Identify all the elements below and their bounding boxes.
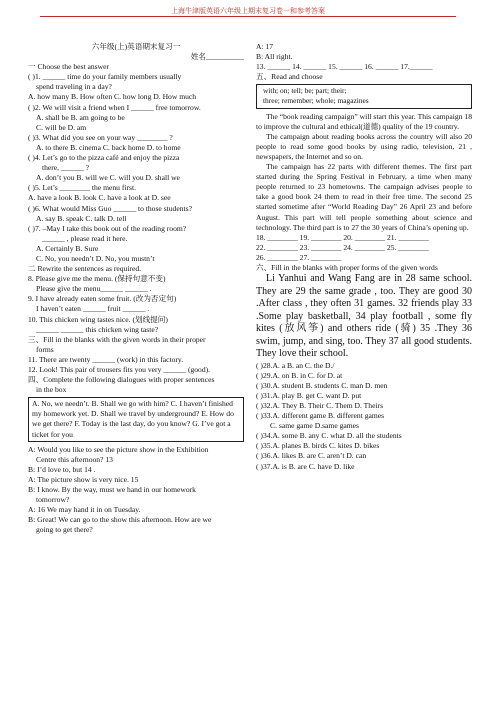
question-line: ( )35.A. planes B. birds C. kites D. bikes xyxy=(256,441,380,451)
question-line: 10. This chicken wing tastes nice. (划线提问) xyxy=(28,314,168,324)
question-line: A: Would you like to see the picture show in the Exhibition xyxy=(28,444,209,454)
question-line: B: Great! We can go to the show this afternoon. How are we xyxy=(28,515,212,525)
question-line: A. Certainly B. Sure xyxy=(36,243,99,253)
question-line: A. say B. speak C. talk D. tell xyxy=(36,213,127,223)
question-line: ( )6. What would Miss Guo ______ to those students? xyxy=(28,203,192,213)
question-line: ______ , please read it here. xyxy=(42,233,128,243)
question-line: ( )7. –May I take this book out of the reading room? xyxy=(28,223,187,233)
question-line: ( )36.A. likes B. are C. aren’t D. can xyxy=(256,451,367,461)
question-line: ( )31.A. play B. get C. want D. put xyxy=(256,390,362,400)
question-line: 四、Complete the following dialogues with proper sentences xyxy=(28,375,215,385)
question-line: 11. There are twenty ______ (work) in this factory. xyxy=(28,354,184,364)
question-line: C. same game D.same games xyxy=(270,421,359,431)
question-line: A: 17 xyxy=(256,42,274,51)
question-line: A. how many B. How often C. how long D. How much xyxy=(28,92,197,102)
question-line: 六年级(上)英语期末复习一 xyxy=(91,42,181,51)
question-line: ( )30.A. student B. students C. man D. men xyxy=(256,380,388,390)
question-line: ( )29.A. on B. in C. for D. at xyxy=(256,370,343,380)
cloze-passage: Li Yanhui and Wang Fang are in 28 same school. They are 29 the same grade , too. They are good 30 .After class , they often 31 games. 32 friends play 33 .Some play basketball, 34 play football , some fly kites (放风筝) and others ride (骑) 35 .They 36 swim, jump, and sing, too. They 37 all good students. They love their school. xyxy=(256,273,472,360)
right-column xyxy=(256,42,472,472)
question-line: I haven’t eaten ______ fruit ______ . xyxy=(36,304,150,314)
question-line: ( )33.A. different game B. different games xyxy=(256,411,385,421)
options-text: A. No, we needn’t. B. Shall we go with him? C. I haven’t finished my homework yet. D. Shall we travel by underground? E. How do we get there? F. Today is the last day, do you know? G. I’ve got a ticket for you xyxy=(32,399,234,439)
question-line: Centre this afternoon? 13 xyxy=(36,454,113,464)
left-column xyxy=(28,42,244,536)
question-line: ( )37.A. is B. are C. have D. like xyxy=(256,461,355,471)
question-line: ( )2. We will visit a friend when I ______ free tomorrow. xyxy=(28,102,201,112)
question-line: Please give the menu______ ______ . xyxy=(36,284,152,294)
question-line: ( )34.A. some B. any C. what D. all the students xyxy=(256,431,402,441)
question-line: A. don’t you B. will we C. will you D. shall we xyxy=(36,173,180,183)
question-line: ( )5. Let’s ________ the menu first. xyxy=(28,183,136,193)
word-bank-box xyxy=(256,84,472,108)
passage-paragraph: The “book reading campaign” will start this year. This campaign 18 to improve the cultural and ethical(道德) quality of the 19 country. xyxy=(256,111,472,131)
question-line: B: All right. xyxy=(256,52,293,62)
word-bank-line: with; on; tell; be; part; their; xyxy=(263,86,347,96)
question-line: 二 Rewrite the sentences as required. xyxy=(28,264,142,274)
question-line: going to get there? xyxy=(36,525,93,535)
question-line: ( )32.A. They B. Their C. Them D. Theirs xyxy=(256,400,384,410)
question-line: there, ______ ? xyxy=(42,163,90,173)
question-line: ( )28.A. a B. an C. the D./ xyxy=(256,360,335,370)
question-line: 22. ________ 23. ________ 24. ________ 25. ________ xyxy=(256,242,429,252)
question-line: 8. Please give me the menu. (保持句意不变) xyxy=(28,274,166,284)
question-line: A. shall be B. am going to be xyxy=(36,112,125,122)
question-line: ( )3. What did you see on your way ________ ? xyxy=(28,132,173,142)
question-line: ______ ______ this chicken wing taste? xyxy=(36,324,159,334)
question-line: 18. ________ 19. ________ 20. ________ 21. ________ xyxy=(256,232,429,242)
question-line: C. No, you needn’t D. No, you mustn’t xyxy=(36,253,155,263)
sentence-options-box xyxy=(28,397,244,441)
passage-paragraph: The campaign about reading books across the country will also 20 people to read some good books by using radio, television, 21 , newspapers, the Internet and so on. xyxy=(256,131,472,161)
question-line: C. will be D. am xyxy=(36,122,87,132)
passage-paragraph: The campaign has 22 parts with different themes. The first part started during the Spring Festival in February, a time when many people returned to 23 hometowns. The campaign advises people to take a good book 24 them to read in their free time. The second 25 started sometime after “World Reading Day” 26 April 23 and before August. This part will tell people something about science and technology. The third part is to 27 the 30 years of China’s opening up. xyxy=(256,162,472,232)
question-line: 五、Read and choose xyxy=(256,72,323,82)
question-line: 26. ________ 27. ________ xyxy=(256,252,342,262)
question-line: ( )4. Let’s go to the pizza café and enjoy the pizza xyxy=(28,153,180,163)
question-line: A. to there B. cinema C. back home D. to home xyxy=(36,142,181,152)
question-line: 一 Choose the best answer xyxy=(28,62,109,72)
question-line: 13. ______ 14. ______ 15. ______ 16. ______ 17.______ xyxy=(256,62,433,72)
question-line: A: 16 We may hand it in on Tuesday. xyxy=(28,505,141,515)
question-line: B: I know. By the way, must we hand in our homework xyxy=(28,485,196,495)
question-line: 六、Fill in the blanks with proper forms of the given words xyxy=(256,262,438,272)
question-line: 三、Fill in the blanks with the given words in their proper xyxy=(28,334,206,344)
page-header: 上海牛津版英语六年级上期末复习卷一和参考答案 xyxy=(171,7,325,15)
question-line: A. have a look B. look C. have a look at D. see xyxy=(28,193,171,203)
question-line: 姓名__________ xyxy=(190,52,244,62)
question-line: tomorrow? xyxy=(36,495,70,505)
question-line: 12. Look! This pair of trousers fits you very ______ (good). xyxy=(28,365,211,374)
word-bank-line: three; remember; whole; magazines xyxy=(263,96,369,106)
question-line: in the box xyxy=(36,385,67,395)
question-line: spend traveling in a day? xyxy=(36,82,112,92)
question-line: ( )1. ______ time do your family members usually xyxy=(28,72,182,82)
question-line: 9. I have already eaten some fruit. (改为否定句) xyxy=(28,294,177,304)
header-rule xyxy=(40,16,456,17)
question-line: forms xyxy=(36,344,54,354)
question-line: B: I’d love to, but 14 . xyxy=(28,464,96,474)
question-line: A: The picture show is very nice. 15 xyxy=(28,474,139,484)
